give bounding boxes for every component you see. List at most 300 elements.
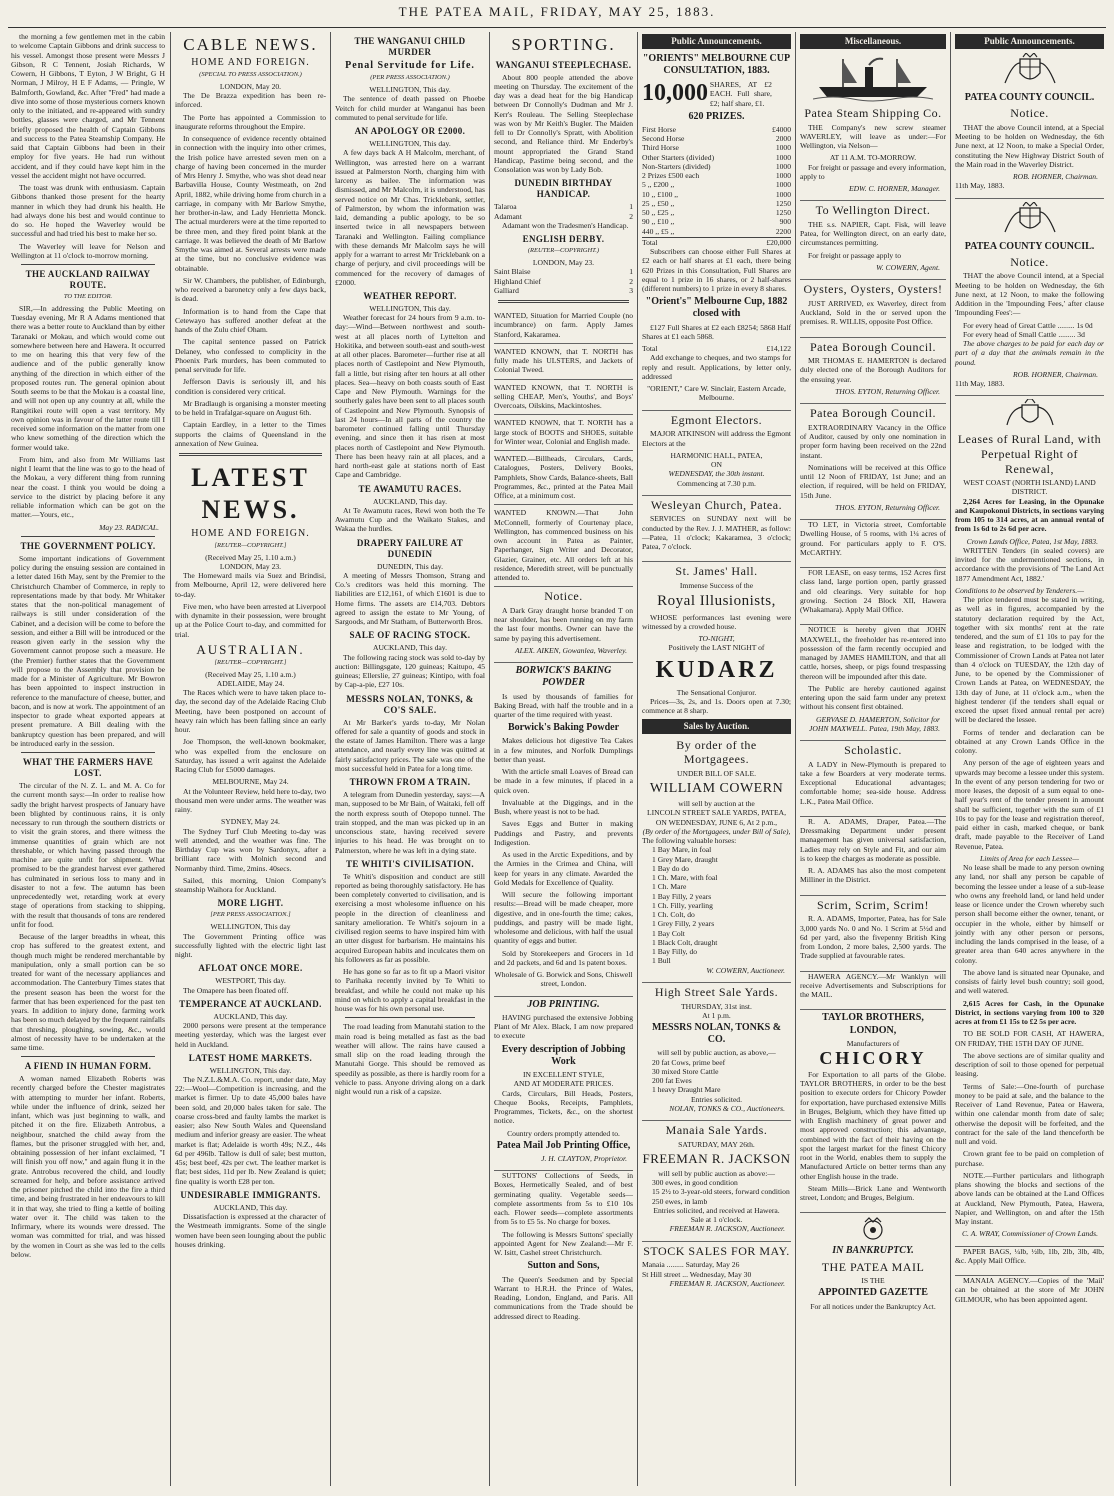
lot-item: 1 Bay Filly, 2 years	[652, 891, 712, 901]
headline-fiend: A FIEND IN HUMAN FORM.	[24, 1061, 152, 1072]
high-date: THURSDAY, 31st inst.	[681, 1001, 752, 1011]
orients-1882-total: Total £14,122	[642, 344, 791, 354]
dateline: DUNEDIN, This day.	[376, 561, 443, 571]
headline-awamutu-races: TE AWAMUTU RACES.	[358, 483, 462, 494]
dateline: LONDON, May 20.	[219, 81, 282, 91]
ad-text: THAT the above Council intend, at a Special Meeting to be holden on Wednesday, the 6th June next, at 12 Noon, to make a Special Order, constituting the New Highway District South of the Main road in the Waverley District.	[955, 122, 1104, 169]
article-paragraph: Joe Thompson, the well-known bookmaker, who was expelled from the enclosure on Saturday, has issued a writ against the Adelaide Racing Club for £5000 damages.	[175, 737, 326, 775]
headline-sporting: SPORTING.	[511, 35, 616, 54]
column-5	[639, 32, 794, 1486]
lot-item: 20 fat Cows, prime beef	[652, 1057, 726, 1067]
egmont-hall: HARMONIC HALL, PATEA,	[670, 450, 763, 460]
ad-divider	[955, 388, 1104, 396]
agency-credit: (SPECIAL TO PRESS ASSOCIATION.)	[199, 70, 302, 78]
classified-ad: WANTED.—Billheads, Circulars, Cards, Catalogues, Posters, Delivery Books, Pamphlets, Show Cards, Balance-sheets, Ball Programmes, &c., printed at the Patea Mail Office, at a minimum cost.	[494, 451, 633, 505]
borwick-subheading: Borwick's Baking Powder	[507, 722, 620, 734]
classified-ad: WANTED KNOWN, that T. NORTH has a large stock of BOOTS and SHOES, suitable for Winter wear, Colonial and English made.	[494, 415, 633, 451]
ad-text: 2,264 Acres for Leasing, in the Opunake and Kaupokonui Districts, in sections varying from 105 to 314 acres, at an annual rental of from 1s 6d to 2s 6d per acre.	[955, 496, 1104, 534]
headline-immigrants: UNDESIRABLE IMMIGRANTS.	[180, 1189, 321, 1200]
prize-row: First Horse £4000	[642, 124, 791, 134]
subhead-home-foreign: HOME AND FOREIGN.	[191, 527, 310, 539]
coat-of-arms-icon	[995, 202, 1065, 238]
article-paragraph: The following racing stock was sold to-day by auction: Billingsgate, 120 guineas; Kaitupo, 45 guineas; Ellerslie, 27 guineas; Kintipo, with foal by Cap-a-pie, £27 10s.	[335, 652, 485, 690]
lot-item: 1 Grey Mare, draught	[652, 854, 718, 864]
agency-credit: (PER PRESS ASSOCIATION.)	[370, 74, 450, 82]
stock-line: St Hill street ... Wednesday, May 30	[642, 1269, 752, 1279]
divider	[21, 264, 155, 265]
ad-text: Makes delicious hot digestive Tea Cakes in a few minutes, and Norfolk Dumplings better than yeast.	[494, 736, 633, 764]
job-office: Patea Mail Job Printing Office,	[496, 1139, 631, 1151]
steam-shipping-heading: Patea Steam Shipping Co.	[804, 105, 942, 120]
prize-row: 50 ,, £25 ,, 1250	[642, 208, 791, 218]
race-result: Galliard 3	[494, 285, 633, 295]
agency-credit: [REUTER—COPYRIGHT.]	[214, 541, 287, 549]
ad-text: Saves Eggs and Butter in making Puddings and Pastry, and prevents Indigestion.	[494, 819, 633, 847]
column-7	[952, 32, 1107, 1486]
job-printing-heading: JOB PRINTING.	[527, 998, 600, 1010]
ad-text: Nominations will be received at this Office until 12 Noon of FRIDAY, 1st June; and an election, if required, will be held on FRIDAY, 15th June.	[800, 462, 946, 500]
wellington-direct-heading: To Wellington Direct.	[815, 203, 931, 218]
article-paragraph: At Mr Barker's yards to-day, Mr Nolan offered for sale a quantity of goods and stock in the estate of James Hamilton. There was a large attendance, and nearly every line was quitted at fairly satisfactory prices. The sale was one of the most successful held in Patea for a long time.	[335, 717, 485, 773]
prize-row: 90 ,, £10 ,, 900	[642, 217, 791, 227]
agency-credit: (REUTER—COPYRIGHT.)	[527, 247, 600, 255]
headline-wanganui-murder: THE WANGANUI CHILD MURDER	[354, 36, 466, 57]
freeman-signature: FREEMAN R. JACKSON, Auctioneer.	[669, 1224, 785, 1234]
freeman-text: will sell by public auction as above:—	[658, 1168, 775, 1178]
article-paragraph: The toast was drunk with enthusiasm. Captain Gibbons thanked those present for the hearty manner in which they had drunk his health. He had always done his best and would continue to do so. He hoped the Waverley would be successful and had tried his best to make her so.	[11, 183, 165, 239]
article-paragraph: The De Brazza expedition has been re-inforced.	[175, 91, 326, 110]
lot-item: 1 Ch. Mare	[652, 882, 687, 892]
ad-text: For freight or passage apply to	[808, 250, 902, 260]
lot-item: 1 Black Colt, draught	[652, 937, 718, 947]
orients-shares: SHARES, AT £2 EACH. Full share, £2; half share, £1.	[709, 80, 772, 108]
lease-signature: C. A. WRAY, Commissioner of Crown Lands.	[961, 1229, 1098, 1239]
article-paragraph: The sentence of death passed on Phoebe Veitch for child murder at Wanganui has been commuted to penal servitude for life.	[335, 94, 485, 122]
fee-line: For every head of Small Cattle ......... 3d	[963, 329, 1085, 339]
prize-row: Other Starters (divided) 1000	[642, 152, 791, 162]
article-paragraph: He has gone so far as to fit up a Maori visitor to Parihaka recently invited by Te Whiti to breakfast, and while he could not make up his mind on which to apply a capital breakfast in the house was for his own personal use.	[335, 967, 485, 1014]
received-time: (Received May 25, 1.10 a.m.)	[205, 552, 296, 562]
ad-divider	[955, 1239, 1104, 1247]
article-paragraph: The Waverley will leave for Nelson and Wellington at 11 o'clock to-morrow morning.	[11, 241, 165, 260]
oysters-heading: Oysters, Oysters, Oysters!	[803, 282, 943, 297]
column-1	[8, 32, 168, 1486]
article-paragraph: the morning a few gentlemen met in the cabin to welcome Captain Gibbons and drink success to his vessel. Amongst those present were Messrs J Gibson, R C Tennent, Josiah Richards, W Cowern, H Gibbons, T Eyton, J W Bright, G H Norman, J Milroy, H E F Adams, — Pringle, W Balmforth, Gowland, &c. After "Fred" had made a dive into some of those mysterious corners known only to the initiated, and re-appeared with sundry bottles, glasses were charged, and Mr Tennent briefly proposed the health of Captain Gibbons and success to the Patea Steamship Company. He said that Captain Gibbons had been in their employ for five years. He had run without accident, and if they could have kept him in the vessel the accident might not have occurred.	[11, 32, 165, 180]
article-paragraph: Mr Bradlaugh is organising a monster meeting to be held in Trafalgar-square on August 6th.	[175, 398, 326, 418]
article-paragraph: A telegram from Dunedin yesterday, says:—A man, supposed to be Mr Bain, of Waitaki, fell off the north express south of Otepopo tunnel. The train stopped, and the man was picked up in an unconscious state, having received severe injuries to his head. He was brought on to Palmerston, where he was left in a dying state.	[335, 790, 485, 855]
ad-text: NOTE.—Further particulars and lithograph plans showing the blocks and sections of the above lands can be obtained at the Land Offices at Auckland, New Plymouth, Patea, Hawera, Napier, and Wellington, on and after the 15th May instant.	[955, 1170, 1104, 1227]
cowern-signature: W. COWERN, Auctioneer.	[706, 965, 785, 975]
divider	[21, 536, 155, 537]
ad-text: JUST ARRIVED, ex Waverley, direct from Auckland, Sold in the or served upon the premises. R. WILLIS, opposite Post Office.	[800, 298, 946, 327]
borough-signature: THOS. EYTON, Returning Officer.	[835, 386, 940, 396]
column-4	[491, 32, 636, 1486]
headline-australian: AUSTRALIAN.	[196, 641, 305, 657]
notice-signature: ALEX. AIKEN, Gowanlea, Waverley.	[515, 645, 627, 655]
dateline: ADELAIDE, May 24.	[216, 678, 285, 688]
column-rule	[950, 32, 951, 1486]
high-lot-list	[642, 1058, 791, 1095]
race-result: Saint Blaise 1	[494, 267, 633, 277]
article-paragraph: Dissatisfaction is expressed at the character of the Westmeath immigrants. Some of the single women have been seen lounging about the public houses drinking.	[175, 1212, 326, 1249]
ad-text: The Public are hereby cautioned against entering upon the said farm under any pretext without his consent first obtained.	[800, 683, 946, 712]
headline-dunedin-handicap: DUNEDIN BIRTHDAY HANDICAP.	[514, 178, 613, 200]
ad-text: THAT the above Council intend, at a Special Meeting to be holden on Wednesday, the 6th June next, at 12 Noon, to make the following Addition in the 'Impounding Fees,' after clause 'Impounding Fees':—	[955, 271, 1104, 318]
ad-text: Cards, Circulars, Bill Heads, Posters, Cheque Books, Receipts, Pamphlets, Programmes, Tickets, &c., on the shortest notice.	[494, 1088, 633, 1126]
freeman-time: Sale at 1 o'clock.	[690, 1215, 743, 1225]
wholesale-line: Wholesale of G. Borwick and Sons, Chiswell street, London.	[494, 970, 633, 989]
lease-conditions: Conditions to be observed by Tenderers.—	[955, 585, 1084, 595]
article-paragraph: Because of the larger breadths in wheat, this crop has suffered to the greatest extent, and though much might be rendered merchantable by manipulation, only a small portion can be so treated for want of the necessary appliances and accommodation. The Canterbury Times states that the present season has been the worst for the farmer that has been experienced for the past ten years. In addition to injury done, farming work has been so much delayed by the frequent rainfalls that threshing, ploughing, sowing, &c., would almost of necessity have to be undertaken at the same time.	[11, 932, 165, 1053]
lot-item: 1 Bay do do	[652, 863, 689, 873]
lot-item: 15 2½ to 3-year-old steers, forward condition	[652, 1187, 790, 1197]
dateline: AUCKLAND, This day.	[213, 1011, 288, 1021]
cowern-order: (By order of the Mortgagees, under Bill of Sale),	[642, 826, 791, 836]
fee-line: For every head of Great Cattle ......... 1s 0d	[963, 320, 1093, 330]
ad-divider	[642, 403, 791, 411]
orients-prizes: 620 PRIZES.	[688, 110, 745, 122]
job-style: IN EXCELLENT STYLE,	[522, 1070, 605, 1080]
headline-farmers: WHAT THE FARMERS HAVE LOST.	[22, 757, 154, 779]
ad-text: TO LET, in Victoria street, Comfortable Dwelling House, of 5 rooms, with 1¼ acres of ground. For particulars apply to F. O'S. McCARTHY.	[800, 520, 946, 557]
prize-total: Total £20,000	[642, 237, 791, 247]
agency-credit: [REUTER—COPYRIGHT.]	[214, 658, 287, 666]
taylor-heading: TAYLOR BROTHERS, LONDON,	[822, 1012, 924, 1036]
headline-afloat: AFLOAT ONCE MORE.	[198, 963, 303, 974]
divider	[498, 300, 629, 303]
article-paragraph: The Sydney Turf Club Meeting to-day was well attended, and the weather was fine. The Birthday Cup was won by Sardonyx, after a brilliant race with Molnich second and Normanby third. Time, 2mins. 40secs.	[175, 826, 326, 873]
dateline: WELLINGTON, This day.	[209, 1065, 292, 1075]
headline-racing-stock: SALE OF RACING STOCK.	[349, 630, 471, 641]
ad-divider	[800, 560, 946, 568]
job-owner: J. H. CLAYTON, Proprietor.	[541, 1153, 627, 1163]
classified-ad: WANTED KNOWN.—That John McConnell, formerly of Courtenay place, Wellington, has commenced business on his own account in Patea as Painter, Paperhanger, Sign Writer and Decorator, Glazier, Grainer, etc. All orders left at his residence, Meredith street, will be punctually attended to.	[494, 505, 633, 587]
lot-item: 1 Bay Filly, do	[652, 947, 698, 957]
prize-row: Non-Starters (divided) 1000	[642, 161, 791, 171]
orients-shares-line	[642, 79, 791, 108]
bankruptcy-heading: IN BANKRUPTCY.	[832, 1245, 914, 1257]
lease-limits: Limits of Area for each Lessee—	[980, 853, 1079, 863]
notice-heading: Notice.	[544, 589, 583, 604]
dateline: AUCKLAND, This day.	[372, 496, 448, 506]
ad-text: Any person of the age of eighteen years and upwards may become a lessee under this system. In the event of any person tendering for two or more leases, the deposit of a sum equal to one-half year's rent of the tender present in amount shall be sufficient, together with the sum of £1 10s to pay for the lease and registration thereof, paid either in cash, marked cheque, or bank draft, made payable to the Receiver of Land Revenue, Patea.	[955, 758, 1104, 851]
ad-text: Steam Mills—Brick Lane and Wentworth street, London; and Bruges, Belgium.	[800, 1183, 946, 1203]
ad-divider	[955, 191, 1104, 199]
orients-big-number: 10,000	[642, 80, 708, 107]
article-paragraph: 2000 persons were present at the temperance meeting yesterday, which was the largest ever held in Auckland.	[175, 1021, 326, 1049]
ad-divider	[800, 272, 946, 280]
ad-divider	[800, 1205, 946, 1213]
manaia-heading: Manaia Sale Yards.	[665, 1123, 768, 1138]
letter-signature: May 23. RADICAL.	[99, 522, 159, 532]
ad-divider	[800, 396, 946, 404]
classified-ad: WANTED, Situation for Married Couple (no incumbrance) on farm. Apply James Stanford, Kakaramea.	[494, 308, 633, 344]
leases-heading: Leases of Rural Land, with Perpetual Right of Renewal,	[957, 432, 1102, 476]
ad-text: WHOSE performances last evening were witnessed by a crowded house.	[642, 612, 791, 631]
race-result: Talaroa 1	[494, 202, 633, 212]
article-paragraph: A woman named Elizabeth Roberts was recently charged before the Chester magistrates with attempting to murder her infant. Roberts, while under the influence of drink, seized her infant, which was just beginning to walk, and pitched it on the fire. Elizabeth Antrobus, a neighbour, snatched the child away from the flames, but the prisoner struggled with her, and, obtaining possession of her infant exclaimed, "I will finish you off now," and again flung it in the grate. Antrobus recovered the child, and loudly screamed for help, and before assistance arrived the prisoner pitched the child into the fire a third time, and being frustrated in her endeavours to kill it in that way, she tried to fling a kettle of boiling water over it. The child was taken to the Infirmary, where its wounds were dressed. The woman was committed for trial, and was hissed by the women in Court as she was led to the cells below.	[11, 1074, 165, 1259]
subhead-home-foreign: HOME AND FOREIGN.	[191, 56, 310, 68]
ad-divider	[642, 554, 791, 562]
ad-text: Forms of tender and declaration can be obtained at any Crown Lands Office in the colony.	[955, 727, 1104, 756]
egmont-on: ON	[711, 460, 722, 470]
headline-drapery-failure: DRAPERY FAILURE AT DUNEDIN	[356, 537, 464, 559]
classified-ad: WANTED KNOWN, that T. NORTH is selling CHEAP, Men's, Youths', and Boys' Overcoats, Oilskins, Mackintoshes.	[494, 380, 633, 416]
article-paragraph: Five men, who have been arrested at Liverpool with dynamite in their possession, were brought up at the Police Court to-day, and committed for trial.	[175, 601, 326, 639]
article-paragraph: Sailed, this morning, Union Company's steamship Waihora for Auckland.	[175, 875, 326, 895]
classified-ad: WANTED KNOWN, that T. NORTH has fully made his ULSTERS, and Jackets of Colonial Tweed.	[494, 344, 633, 380]
ad-divider	[800, 512, 946, 520]
borough-council-heading: Patea Borough Council.	[810, 339, 936, 354]
dateline: SYDNEY, May 24.	[221, 817, 280, 827]
article-paragraph: Some important indications of Government policy during the ensuing session are contained in a letter dated 16th May, sent by the Premier to the Christchurch Chamber of Commerce, in reply to representations made by that body. Mr Whitaker states that the non-political management of railways is still under consideration of the Cabinet, and a decision will be come to before the session, and either a Bill will be introduced or the reason given early in the session why the Government cannot propose such a measure. He (the Premier) further states that the Government will propose to the Assembly that provision be made for a Minister of Agriculture. Mr Bowron has been appointed to inspect instruction in reference to the manufacture of cheese, butter, and bacon, and is now at work. The appointment of an inspector to grade wheat exported appears at present premature. A Bill dealing with the bankruptcy question has been prepared, and will be introduced early in the session.	[11, 553, 165, 748]
lot-item: 1 Bull	[652, 956, 671, 966]
ad-text: £127 Full Shares at £2 each £8254; 5868 Half Shares at £1 each 5868.	[642, 322, 791, 341]
county-council-heading: PATEA COUNTY COUNCIL.	[964, 240, 1095, 252]
headline-english-derby: ENGLISH DERBY.	[522, 234, 605, 245]
received-time: (Received May 25, 1.10 a.m.)	[205, 669, 296, 679]
ad-text: Prices—3s, 2s, and 1s. Doors open at 7.30; commence at 8 sharp.	[642, 697, 791, 716]
column-3	[332, 32, 488, 1486]
wellington-signature: W. COWERN, Agent.	[876, 262, 940, 272]
ad-divider	[494, 989, 633, 997]
ad-text: The following is Messrs Suttons' specially appointed Agent for New Zealand:—Mr F. W. Isitt, Cashel street Christchurch.	[494, 1229, 633, 1258]
lot-item: 1 Bay Mare, in foal	[652, 845, 712, 855]
ad-divider	[642, 1234, 791, 1242]
article-paragraph: Adamant won the Tradesmen's Handicap.	[502, 220, 629, 230]
ad-divider	[800, 617, 946, 625]
suttons-heading: Sutton and Sons,	[527, 1260, 600, 1272]
article-paragraph: The Government Printing office was successfully lighted with the electric light last night.	[175, 931, 326, 960]
job-country: Country orders promptly attended to.	[507, 1128, 620, 1138]
race-result: Adamant 2	[494, 211, 633, 221]
article-paragraph: About 800 people attended the above meeting on Thursday. The excitement of the day was a dead heat for the big Handicap between Dr Connolly's Dudman and Mr J. Kerr's Rouleau. The Selling Steeplechase was won by Mr Keith's Bugler. The Maiden fell to Dr Connolly's Spratt, with Abolition second, and Reliance third. Mr Enderby's mount appropriated the Grand Stand Handicap, Pastime being second, and the Consolation was won by Lady Bob.	[494, 72, 633, 175]
column-rule	[637, 32, 638, 1486]
headline-nolan-sale: MESSRS NOLAN, TONKS, & CO'S SALE.	[346, 693, 474, 715]
lot-item: 1 Ch. Filly, yearling	[652, 900, 713, 910]
dateline: AUCKLAND, This day.	[213, 1202, 288, 1212]
lot-item: 200 fat Ewes	[652, 1076, 692, 1086]
manaia-date: SATURDAY, MAY 26th.	[678, 1139, 755, 1149]
article-paragraph: Sir W. Chambers, the publisher, of Edinburgh, who received a baronetcy only a few days back, is dead.	[175, 275, 326, 304]
st-james-heading: St. James' Hall.	[675, 564, 758, 579]
headline-temperance: TEMPERANCE AT AUCKLAND.	[179, 998, 322, 1009]
prize-row: Second Horse 2000	[642, 134, 791, 144]
article-paragraph: A few days back A H Malcolm, merchant, of Wellington, was arrested here on a warrant issued at Palmerston North, charging him with larceny as bailee. The information was dismissed, and Mr Malcolm, it is understood, has served notice on Mr Chas. Tricklebank, settler, of Palmerston, by whom the information was laid, demanding a public apology, to be so inserted twice in all newspapers between Taranaki and Wellington. Failing compliance with these demands Mr Malcolm says he will apply for a warrant to arrest Mr Tricklebank on a charge of perjury, and civil proceedings will be commenced for the recovery of damages of £2000.	[335, 148, 485, 287]
borough-council-heading: Patea Borough Council.	[810, 406, 936, 421]
ad-text: R. A. ADAMS, Draper, Patea.—The Dressmaking Department under present management has given universal satisfaction, Ladies may rely on Style and Fit, and our aim is to keep the charges as moderate as possible.	[800, 816, 946, 863]
ad-text: For Exportation to all parts of the Globe. TAYLOR BROTHERS, in order to be the best position to execute orders for Chicory Powder for exportation, have purchased extensive Mills in Bruges, Belgium, which they have fitted up with English machinery of great power and most approved construction; this advantage, combined with the fact of their having on the spot the largest market for the finest Chicory root in the World, enables them to supply the Manufactured Article on better terms than any other English house in the trade.	[800, 1069, 946, 1181]
subhead-penal-servitude: Penal Servitude for Life.	[345, 59, 475, 71]
council-signature: ROB. HORNER, Chairman.	[1012, 172, 1098, 182]
column-2	[172, 32, 329, 1486]
council-date: 11th May, 1883.	[955, 379, 1005, 389]
ad-divider	[800, 809, 946, 817]
egmont-heading: Egmont Electors.	[670, 412, 763, 427]
stock-line: Manaia ......... Saturday, May 26	[642, 1260, 740, 1270]
ad-divider	[494, 1163, 633, 1171]
scholastic-heading: Scholastic.	[844, 743, 902, 758]
cowern-lot-list	[642, 845, 791, 965]
lot-item: 1 Ch. Mare, with foal	[652, 873, 718, 883]
ad-text: TO BE SOLD FOR CASH, AT HAWERA, ON FRIDAY, THE 15TH DAY OF JUNE.	[955, 1029, 1104, 1048]
ad-text: SERVICES on SUNDAY next will be conducted by the Rev. J. J. MATHER, as follow:—Patea, 11 o'clock; Kakaramea, 3 o'clock; Patea, 7 o'clock.	[642, 514, 791, 552]
cowern-list-heading: The following valuable horses:	[642, 836, 737, 846]
council-date: 11th May, 1883.	[955, 181, 1005, 191]
ad-text: EXTRAORDINARY Vacancy in the Office of Auditor, caused by only one nomination in proper form having been received on the 22nd instant.	[800, 422, 946, 460]
dateline: WELLINGTON, This day.	[369, 85, 451, 95]
article-paragraph: Jefferson Davis is seriously ill, and his condition is considered very critical.	[175, 377, 326, 396]
ad-text: WRITTEN Tenders (in sealed covers) are invited for the undermentioned sections, in accordance with the provisions of 'The Land Act 1877 Amendment Act, 1882.'	[955, 545, 1104, 583]
headline-latest-news: LATEST NEWS.	[191, 463, 310, 524]
high-entries: Entries solicited.	[690, 1094, 743, 1104]
headline-railway: THE AUCKLAND RAILWAY ROUTE.	[25, 269, 151, 290]
lot-item: 250 ewes, in lamb	[652, 1196, 708, 1206]
headline-home-markets: LATEST HOME MARKETS.	[188, 1052, 313, 1063]
ad-divider	[800, 193, 946, 201]
leases-district: WEST COAST (NORTH ISLAND) LAND DISTRICT.	[963, 478, 1096, 497]
dateline: WESTPORT, This day.	[215, 976, 286, 986]
freeman-lot-list	[642, 1178, 791, 1206]
notice-signature: GERVASE D. HAMERTON, Solicitor for JOHN MAXWELL. Patea, 19th May, 1883.	[809, 714, 940, 733]
ad-divider	[800, 1002, 946, 1010]
ad-divider	[642, 975, 791, 983]
borwick-heading: BORWICK'S BAKING POWDER	[515, 665, 612, 689]
ad-divider	[800, 964, 946, 972]
ad-text: The Queen's Seedsmen and by Special Warrant to H.R.H. the Prince of Wales, Reading, London, England, and Paris. All communications from the Trade should be addressed direct to Reading.	[494, 1274, 633, 1321]
stock-sales-heading: STOCK SALES FOR MAY.	[643, 1243, 790, 1258]
st-james-sub: Immense Success of the	[679, 581, 754, 591]
royal-crest-icon	[843, 1216, 903, 1242]
article-paragraph: Information is to hand from the Cape that Cetewayo has suffered another defeat at the hands of the Zulu chief Oham.	[175, 306, 326, 335]
dateline: MELBOURNE, May 24.	[212, 777, 289, 787]
lot-item: 1 Grey Filly, 2 years	[652, 919, 715, 929]
ad-text: The above sections are of similar quality and description of soil to those opened for perpetual leasing.	[955, 1050, 1104, 1079]
dateline: AUCKLAND, This day.	[372, 643, 448, 653]
bill-of-sale: UNDER BILL OF SALE.	[676, 768, 757, 778]
bankruptcy-text: For all notices under the Bankruptcy Act.	[810, 1301, 936, 1311]
dateline: WELLINGTON, This day.	[369, 303, 451, 313]
article-paragraph: The Porte has appointed a Commission to inaugurate reforms throughout the Empire.	[175, 112, 326, 131]
agency-credit: [PER PRESS ASSOCIATION.]	[210, 911, 291, 919]
high-signature: NOLAN, TONKS & CO., Auctioneers.	[669, 1103, 785, 1113]
article-paragraph: Weather forecast for 24 hours from 9 a.m. to-day:—Wind—Between northwest and south-west at all places north of Lyttelton and Hokitika, and between south-east and south-west at all other places. Barometer—further rise at all places north of Castlepoint and New Plymouth, fall a little, but rising after ten hours at all other places. Sea—heavy on both coasts south of East Cape and New Plymouth. Warnings for the southerly gales have been sent to all places south of Castlepoint and New Plymouth. Synopsis of last 24 hours—In all parts of the country the barometer continued falling until Thursday evening, and since then it has risen at most places north of Castlepoint and New Plymouth. There has been heavy rain at all places, and a hard north-east gale at stations north of East Cape and Cambridge.	[335, 313, 485, 480]
ad-text: Add exchange to cheques, and two stamps for reply and result. Applications, by letter only, addressed	[642, 353, 791, 381]
divider	[179, 453, 322, 456]
egmont-date: WEDNESDAY, the 30th instant.	[668, 469, 765, 479]
cowern-name: WILLIAM COWERN	[649, 781, 784, 797]
taylor-sub: Manufacturers of	[846, 1038, 900, 1048]
lot-item: 30 mixed Store Cattle	[652, 1066, 719, 1076]
ad-text: Crown grant fee to be paid on completion of purchase.	[955, 1149, 1104, 1168]
prize-row: Third Horse 1000	[642, 143, 791, 153]
steamship-icon	[813, 53, 933, 103]
ad-divider	[800, 888, 946, 896]
mortgagees-heading: By order of the Mortgagees.	[676, 737, 757, 767]
article-paragraph: The road leading from Manutahi station to the main road is being metalled as fast as the bad weather will allow. The rains have caused a small slip on the road leading through the Manutahi Gorge. This should be removed as speedily as possible, as there is hardly room for a vehicle to pass. Anyone driving along on a dark night would run a risk of a capsize.	[335, 1022, 485, 1097]
lease-office: Crown Lands Office, Patea, 1st May, 1883.	[966, 536, 1098, 546]
chicory-title: CHICORY	[819, 1047, 927, 1068]
ad-text: No lease shall be made to any person owning any land, nor shall any person be capable of becoming the lessee under a lease of a sub-lease who owns any freehold land, or land held under lease or licence under the Crown whereby such person shall become either the owner, tenant, or occupier in the whole, either by himself or jointly with any other person or persons, including the lands comprised in the lease, of a greater area than 640 acres anywhere in the colony.	[955, 863, 1104, 965]
ad-text: R. A. ADAMS has also the most competent Milliner in the District.	[800, 866, 946, 885]
orients-heading: "ORIENTS" MELBOURNE CUP CONSULTATION, 1883.	[642, 52, 791, 77]
lot-item: 300 ewes, in good condition	[652, 1178, 738, 1188]
ad-text: Is used by thousands of families for Baking Bread, with half the trouble and in a quarter of the time required with yeast.	[494, 691, 633, 720]
ad-text: MANAIA AGENCY.—Copies of the 'Mail' can be obtained at the store of Mr JOHN GILMOUR, who has been appointed agent.	[955, 1276, 1104, 1304]
section-banner-misc: Miscellaneous.	[800, 34, 946, 49]
bankruptcy-is: IS THE	[861, 1276, 885, 1286]
divider	[21, 1056, 155, 1057]
cowern-yards: LINCOLN STREET SALE YARDS, PATEA,	[647, 808, 786, 818]
council-signature: ROB. HORNER, Chairman.	[1012, 369, 1098, 379]
ad-text: Terms of Sale:—One-fourth of purchase money to be paid at sale, and the balance to the Receiver of Land Revenue, Patea or Hawera, within one calendar month from date of sale; otherwise the deposit will be forfeited, and the contract for the sale of the land thenceforth be null and void.	[955, 1081, 1104, 1147]
high-street-heading: High Street Sale Yards.	[654, 984, 779, 999]
ad-text: For freight or passage and every information, apply to	[800, 162, 946, 181]
cowern-text: will sell by auction at the	[678, 799, 755, 809]
article-paragraph: A meeting of Messrs Thomson, Strang and Co.'s creditors was held this morning. The liabilities are £12,161, of which £1601 is due to Home firms. The assets are £14,703. Debtors agreed to assign the estate to Mr Young, of Sargoods, and Mr Statham, of Butterworth Bros.	[335, 570, 485, 627]
ad-text: The above land is situated near Opunake, and consists of fairly level bush country; soil good, and well watered.	[955, 967, 1104, 996]
wesleyan-heading: Wesleyan Church, Patea.	[650, 497, 783, 512]
article-paragraph: The circular of the N. Z. L. and M. A. Co for the current month says:—In order to realise how sadly the bright harvest prospects of January have been blighted by continuous rains, it is only necessary to run through the southern districts or to visit the grain stores, and there witness the immense quantities of grain which are not threshable, or which having passed through the machine are quite unfit for shipment. What promised to be the grandest harvest ever gathered has culminated in serious loss to many and in disaster to not a few. The autumn has been unprecedentedly wet, retarding work at every stage of operations from stacking to shipping, with the result that thousands of tons are rendered unfit for food.	[11, 781, 165, 929]
ad-text: Subscribers can choose either Full Shares at £2 each or half shares at £1 each, there being 620 Prizes in this Consultation, Full Shares are equal to 1 prize in 16 shares, or 2 half-shares (different numbers) to 1 prize in every 8 shares.	[642, 247, 791, 294]
ad-text: The price tendered must be stated in writing, as well as in figures, accompanied by the statutory declaration required by the Act, together with six months' rent at the rate tendered, and the sum of £1 10s to pay for the lease and registration, to be lodged with the Commissioner of Crown Lands at Patea not later than 4 o'clock on TUESDAY, the 12th day of June, to be opened by the Commissioner of Crown Lands at Patea, on WEDNESDAY, the 13th day of June, at 11 o'clock a.m., when the highest tenderer (if the tenders shall equal or exceed the upset fixed annual rental per acre) will be declared the lessee.	[955, 595, 1104, 725]
dateline: LONDON, May 23.	[532, 258, 595, 268]
letter-address: TO THE EDITOR.	[63, 292, 113, 300]
section-banner-public: Public Announcements.	[955, 34, 1104, 49]
section-banner-public: Public Announcements.	[642, 34, 791, 49]
article-paragraph: At Te Awamutu races, Rewi won both the Te Awamutu Cup and the Waikato Stakes, and Wakaa the hurdles.	[335, 505, 485, 534]
headline-weather-report: WEATHER REPORT.	[363, 291, 457, 302]
notice-label: Notice.	[1010, 106, 1049, 121]
ad-divider	[494, 655, 633, 663]
headline-government-policy: THE GOVERNMENT POLICY.	[20, 540, 156, 551]
steam-time: AT 11 A.M. TO-MORROW.	[829, 153, 917, 163]
kudarz-title: KUDARZ	[655, 656, 778, 683]
article-paragraph: SIR,—In addressing the Public Meeting on Tuesday evening, Mr R A Adams mentioned that there was a better route to Auckland than by either Taranaki or Mokau, and which would come out somewhere between here and Hawera. It occurred to me on hearing this that very few of the audience and of the public generally know anything of the direction in which either of the proposed routes run. The general opinion about South seems to be that the Mokau is a coastal line, and will not open up any country at all, while the Rangitikei route will open a vast territory. My own opinion was in favour of the latter route till I received some information on the matter from one who knew something of the direction which the former would take.	[11, 303, 165, 452]
royal-illusionists: Royal Illusionists,	[657, 593, 776, 610]
article-paragraph: From him, and also from Mr Williams last night I learnt that the line was to go to the head of the Mokau, a very different thing from running near the coast. I think you would be doing a service to the district by placing before it any reliable information which can be got on the matter.—Yours, etc.,	[11, 454, 165, 520]
ad-text: A LADY in New-Plymouth is prepared to take a few Boarders at very moderate terms. Exceptional Educational advantages; comfortable home; sea-side house. Address L.K., Patea Mail Office.	[800, 759, 946, 806]
bankruptcy-paper: THE PATEA MAIL	[821, 1259, 925, 1274]
ad-divider	[642, 488, 791, 496]
stock-signature: FREEMAN R. JACKSON, Auctioneer.	[669, 1278, 785, 1288]
ad-divider	[800, 733, 946, 741]
last-night: Positively the LAST NIGHT of	[668, 643, 765, 653]
masthead: THE PATEA MAIL, FRIDAY, MAY 25, 1883.	[398, 4, 716, 19]
ad-text: The above charges to be paid for each day or part of a day that the animals remain in the pound.	[955, 339, 1104, 367]
high-text: will sell by public auction, as above,—	[657, 1048, 776, 1058]
prize-row: 10 ,, £100 ,, 1000	[642, 189, 791, 199]
ad-text: 2,615 Acres for Cash, in the Opunake District, in sections varying from 100 to 320 acres at from £1 15s to £2 5s per acre.	[955, 998, 1104, 1027]
column-rule	[330, 32, 331, 1486]
ad-text: PAPER BAGS, ¼lb, ½lb, 1lb, 2lb, 3lb, 4lb, &c. Apply Mail Office.	[955, 1246, 1104, 1265]
orients-1882-heading: "Orient's" Melbourne Cup, 1882 closed with	[645, 296, 788, 320]
section-banner-auction: Sales by Auction.	[642, 719, 791, 734]
scrim-heading: Scrim, Scrim, Scrim!	[817, 897, 929, 912]
ad-text: MR THOMAS E. HAMERTON is declared duly elected one of the Borough Auditors for the ensuing year.	[800, 356, 946, 384]
ad-text: Sold by Storekeepers and Grocers in 1d and 2d packets, and 6d and 1s patent boxes.	[494, 948, 633, 967]
cowern-date: ON WEDNESDAY, JUNE 6, At 2 p.m.,	[655, 817, 778, 827]
ad-text: R. A. ADAMS, Importer, Patea, has for Sale 3,000 yards No. 0 and No. 1 Scrim at 5½d and 6d per yard, also the fivepenny British King from London, 2 more bales, 2,500 yards. The Trade supplied at favourable rates.	[800, 914, 946, 961]
tonight: TO-NIGHT,	[698, 634, 735, 644]
lot-item: 1 Bay Colt	[652, 928, 685, 938]
divider	[345, 1017, 475, 1018]
article-paragraph: In consequence of evidence recently obtained in connection with the inquiry into other crimes, the Irish police have arrested seven men on a charge of having been concerned in the murder of Mrs Henry J. Smythe, who was shot dead near Barbavilla House, County Westmeath, on 2nd April, 1882, while driving home from church in a carriage, in company with Mr Barlow Smythe, her brother-in-law, and Lady Henrietta Monck. The actual murderers were at the time reported to be three men, and they fired point blank at the carriage. It was believed the death of Mr Barlow Smythe was aimed at. Several arrests were made at the time, but no conclusive evidence was obtainable.	[175, 134, 326, 273]
egmont-time: Commencing at 7.30 p.m.	[677, 478, 756, 488]
job-every: Every description of Jobbing Work	[501, 1043, 626, 1067]
steam-signature: EDW. C. HORNER, Manager.	[848, 184, 940, 194]
job-prices: AND AT MODERATE PRICES.	[513, 1079, 614, 1089]
